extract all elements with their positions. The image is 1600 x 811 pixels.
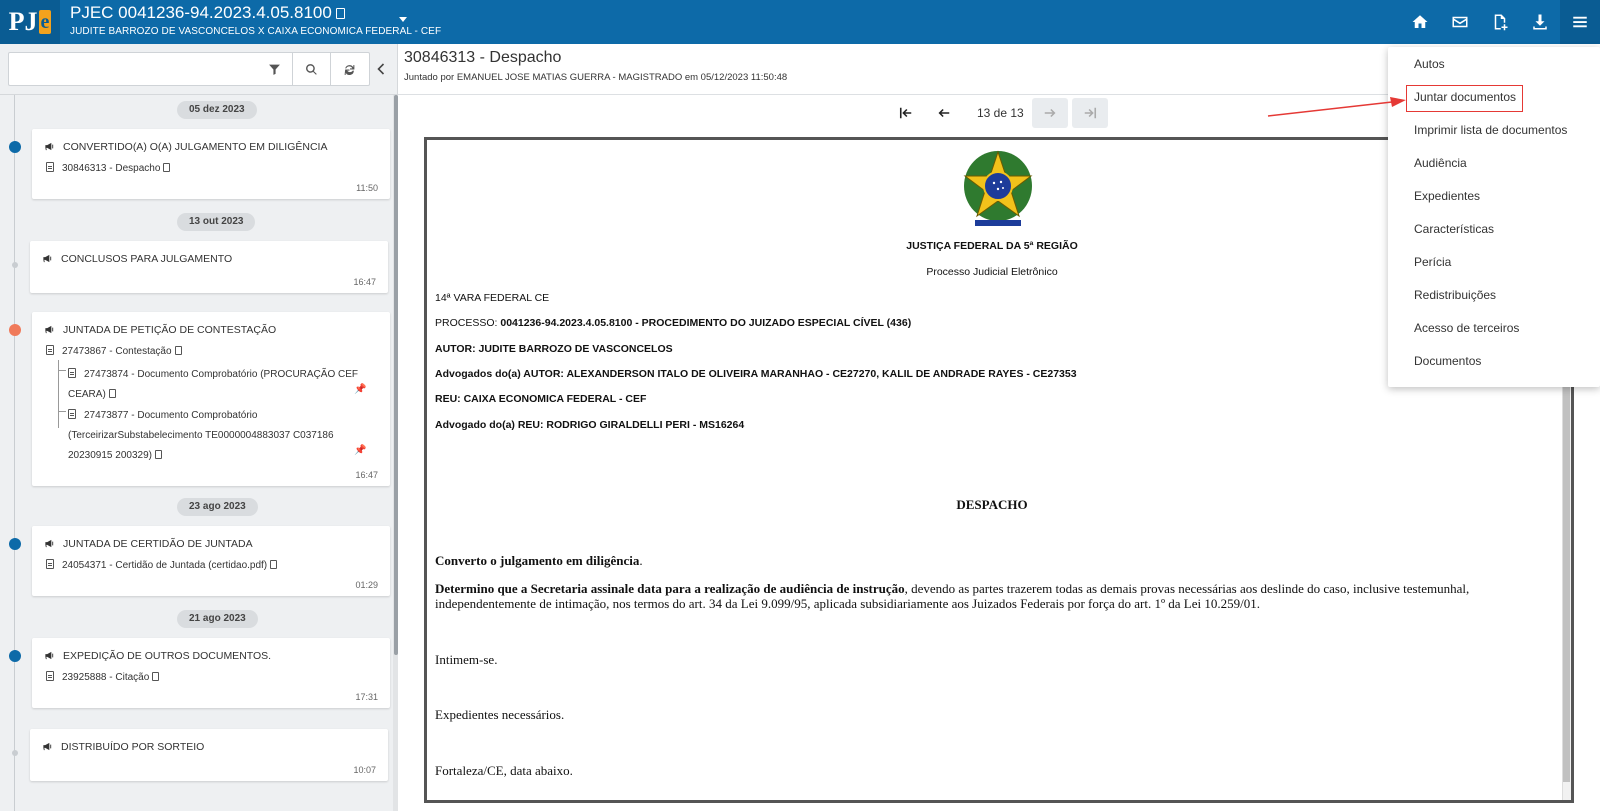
- clipboard-icon[interactable]: [109, 389, 116, 398]
- megaphone-icon: [44, 650, 55, 664]
- process-parties: JUDITE BARROZO DE VASCONCELOS X CAIXA ECONOMICA FEDERAL - CEF: [70, 26, 442, 37]
- document-icon: [46, 559, 54, 569]
- megaphone-icon: [42, 253, 53, 267]
- annotation-arrow: [1260, 94, 1410, 124]
- document-icon: [68, 409, 76, 419]
- timeline-dot: [9, 650, 21, 662]
- search-bar: [8, 52, 370, 86]
- document-pager: [888, 98, 1112, 128]
- timeline-dot: [12, 262, 18, 268]
- pje-logo[interactable]: PJ e: [0, 0, 60, 44]
- menu-item-documentos[interactable]: Documentos: [1414, 354, 1482, 368]
- new-document-icon: [1491, 13, 1509, 31]
- clipboard-icon[interactable]: [152, 672, 159, 681]
- menu-item-expedientes[interactable]: Expedientes: [1414, 189, 1481, 203]
- clipboard-icon[interactable]: [175, 346, 182, 355]
- filter-icon: [268, 63, 281, 76]
- home-button[interactable]: [1400, 0, 1440, 44]
- timeline-event-card[interactable]: JUNTADA DE PETIÇÃO DE CONTESTAÇÃO 27473867 - Contestação 27473874 - Documento Comprobatório (PROCURAÇÃO CEF CEARA) 📌 27473877 - Documento Comprobatório (TerceirizarSubstabelecimento TE0000004883037 C037186 20230915 200329) 📌 16:47: [32, 312, 390, 486]
- timeline-event-card[interactable]: EXPEDIÇÃO DE OUTROS DOCUMENTOS. 23925888 - Citação 17:31: [32, 638, 390, 708]
- menu-item-pericia[interactable]: Perícia: [1414, 255, 1452, 269]
- timeline-dot: [9, 141, 21, 153]
- date-separator: 23 ago 2023: [177, 498, 258, 516]
- menu-item-imprimir-lista[interactable]: Imprimir lista de documentos: [1414, 123, 1568, 137]
- megaphone-icon: [44, 141, 55, 155]
- document-icon: [46, 345, 54, 355]
- date-separator: 05 dez 2023: [177, 101, 257, 119]
- pin-icon[interactable]: 📌: [354, 384, 367, 395]
- home-icon: [1411, 13, 1429, 31]
- menu-item-juntar-documentos[interactable]: Juntar documentos: [1414, 90, 1517, 104]
- arrow-right-icon: [1043, 106, 1057, 120]
- chevron-left-icon: [377, 63, 385, 75]
- document-link[interactable]: 27473867 - Contestação: [46, 345, 182, 357]
- menu-item-redistribuicoes[interactable]: Redistribuições: [1414, 288, 1497, 302]
- document-link[interactable]: 23925888 - Citação: [46, 671, 159, 683]
- timeline-line: [14, 95, 15, 811]
- document-link[interactable]: 24054371 - Certidão de Juntada (certidao.pdf): [46, 559, 277, 571]
- document-icon: [68, 368, 76, 378]
- refresh-button[interactable]: [330, 53, 368, 85]
- menu-item-audiencia[interactable]: Audiência: [1414, 156, 1467, 170]
- clipboard-icon[interactable]: [163, 163, 170, 172]
- menu-item-autos[interactable]: Autos: [1414, 57, 1445, 71]
- highlight-box: [1406, 85, 1523, 112]
- timeline-panel: [0, 44, 398, 811]
- copy-icon[interactable]: [336, 8, 345, 19]
- next-page-button[interactable]: [1032, 98, 1068, 128]
- timeline-event-card[interactable]: CONCLUSOS PARA JULGAMENTO 16:47: [30, 241, 388, 293]
- top-bar: [0, 0, 1600, 44]
- envelope-icon: [1451, 13, 1469, 31]
- attachment-link[interactable]: 27473877 - Documento Comprobatório (TerceirizarSubstabelecimento TE0000004883037 C037186 20230915 200329): [68, 410, 334, 461]
- page-counter: 13 de 13: [977, 106, 1024, 120]
- clipboard-icon[interactable]: [270, 560, 277, 569]
- timeline-event-card[interactable]: DISTRIBUÍDO POR SORTEIO 10:07: [30, 729, 388, 781]
- arrow-left-icon: [937, 106, 951, 120]
- pin-icon[interactable]: 📌: [354, 445, 367, 456]
- download-button[interactable]: [1520, 0, 1560, 44]
- search-input[interactable]: [13, 57, 253, 81]
- document-icon: [46, 162, 54, 172]
- document-link[interactable]: 30846313 - Despacho: [46, 162, 170, 174]
- megaphone-icon: [42, 741, 53, 755]
- messages-button[interactable]: [1440, 0, 1480, 44]
- document-viewer[interactable]: JUSTIÇA FEDERAL DA 5ª REGIÃO Processo Judicial Eletrônico 14ª VARA FEDERAL CE PROCESSO: 0041236-94.2023.4.05.8100 - PROCEDIMENTO DO JUIZADO ESPECIAL CÍVEL (436) AUTOR: JUDITE BARROZO DE VASCONCELOS Advogados do(a) AUTOR: ALEXANDERSON ITALO DE OLIVEIRA MARANHAO - CE27270, KALIL DE ANDRADE RAYES - CE27353 REU: CAIXA ECONOMICA FEDERAL - CEF Advogado do(a) REU: RODRIGO GIRALDELLI PERI - MS16264 DESPACHO Converto o julgamento em diligência. Determino que a Secretaria assinale data para a realização de audiência de instrução, devendo as partes trazerem todas as demais provas necessárias aos deslinde do caso, inclusive testemunhal, independentemente de intimação, nos termos do art. 34 da Lei 9.099/95, aplicada subsidiariamente aos Juizados Federais por força do art. 1º da Lei 10.259/01. Intimem-se. Expedientes necessários. Fortaleza/CE, data abaixo.: [424, 137, 1574, 803]
- megaphone-icon: [44, 324, 55, 338]
- last-page-icon: [1083, 106, 1097, 120]
- chevron-down-icon[interactable]: [399, 17, 407, 22]
- menu-button[interactable]: [1560, 0, 1600, 44]
- timeline-event-card[interactable]: JUNTADA DE CERTIDÃO DE JUNTADA 24054371 - Certidão de Juntada (certidao.pdf) 01:29: [32, 526, 390, 596]
- timeline-dot: [9, 324, 21, 336]
- download-icon: [1531, 13, 1549, 31]
- process-number: PJEC 0041236-94.2023.4.05.8100: [70, 3, 345, 23]
- megaphone-icon: [44, 538, 55, 552]
- filter-button[interactable]: [255, 53, 293, 85]
- search-button[interactable]: [292, 53, 330, 85]
- document-subtitle: Juntado por EMANUEL JOSE MATIAS GUERRA - MAGISTRADO em 05/12/2023 11:50:48: [404, 72, 788, 83]
- scrollbar-thumb[interactable]: [394, 95, 398, 655]
- clipboard-icon[interactable]: [155, 450, 162, 459]
- timeline-dot: [12, 750, 18, 756]
- last-page-button[interactable]: [1072, 98, 1108, 128]
- date-separator: 13 out 2023: [177, 213, 255, 231]
- previous-page-button[interactable]: [926, 98, 962, 128]
- first-page-icon: [899, 106, 913, 120]
- refresh-icon: [343, 63, 356, 76]
- attachment-link[interactable]: 27473874 - Documento Comprobatório (PROCURAÇÃO CEF CEARA): [68, 369, 358, 400]
- timeline-event-card[interactable]: CONVERTIDO(A) O(A) JULGAMENTO EM DILIGÊNCIA 30846313 - Despacho 11:50: [32, 129, 390, 199]
- coat-of-arms-emblem: [959, 146, 1037, 230]
- collapse-panel-button[interactable]: [376, 62, 386, 76]
- document-title: 30846313 - Despacho: [404, 49, 562, 66]
- first-page-button[interactable]: [888, 98, 924, 128]
- hamburger-menu-icon: [1571, 13, 1589, 31]
- new-document-button[interactable]: [1480, 0, 1520, 44]
- menu-item-acesso-terceiros[interactable]: Acesso de terceiros: [1414, 321, 1520, 335]
- date-separator: 21 ago 2023: [177, 610, 258, 628]
- timeline-dot: [9, 538, 21, 550]
- search-icon: [305, 63, 318, 76]
- document-icon: [46, 671, 54, 681]
- menu-item-caracteristicas[interactable]: Características: [1414, 222, 1495, 236]
